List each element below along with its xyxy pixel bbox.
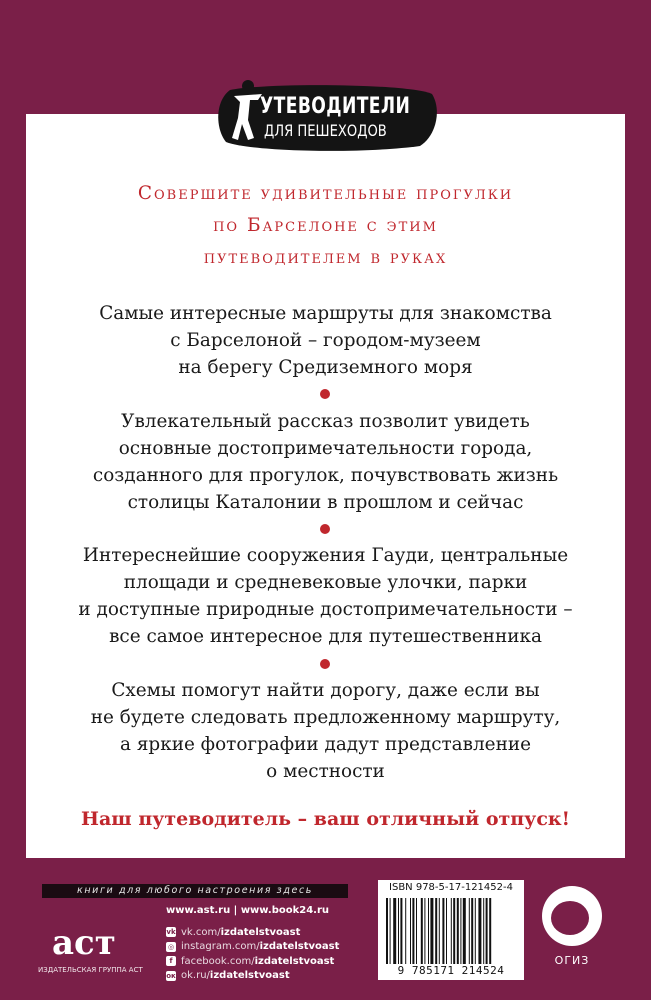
paragraph-line: о местности <box>266 761 385 782</box>
paragraph-line: Схемы помогут найти дорогу, даже если вы <box>111 680 540 701</box>
barcode-icon <box>384 898 518 964</box>
paragraph-gaudi <box>26 542 625 650</box>
ast-logo-icon <box>48 904 138 964</box>
social-link-instagram[interactable] <box>166 940 339 955</box>
barcode-box <box>378 880 524 980</box>
ogiz-label: ОГИЗ <box>554 954 590 967</box>
paragraph-maps <box>26 677 625 785</box>
isbn: ISBN 978-5-17-121452-4 <box>389 882 513 893</box>
odnoklassniki-icon: ок <box>166 971 176 980</box>
ast-logo <box>48 904 138 964</box>
social-prefix: facebook.com/ <box>181 955 255 967</box>
paragraph-story <box>26 408 625 516</box>
social-links <box>166 925 339 983</box>
paragraph-line: площади и средневековые улочки, парки <box>123 572 528 593</box>
paragraph-line: Интереснейшие сооружения Гауди, центральные <box>82 545 569 566</box>
headline-line: путеводителем в руках <box>203 247 448 268</box>
facebook-icon: f <box>166 956 176 966</box>
logo-subtitle: ДЛЯ ПЕШЕХОДОВ <box>264 121 387 140</box>
social-link-facebook[interactable] <box>166 954 339 969</box>
paragraph-line: столицы Каталонии в прошлом и сейчас <box>127 492 524 513</box>
website-links[interactable]: www.ast.ru | www.book24.ru <box>166 905 330 916</box>
social-prefix: ok.ru/ <box>181 970 210 982</box>
paragraph-line: с Барселоной – городом-музеем <box>170 330 481 351</box>
paragraph-line: и доступные природные достопримечательности – <box>78 599 573 620</box>
social-prefix: vk.com/ <box>181 926 221 938</box>
headline-line: по Барселоне с этим <box>213 215 438 236</box>
social-handle: izdatelstvoast <box>209 970 290 982</box>
paragraph-line: Самые интересные маршруты для знакомства <box>99 303 552 324</box>
paragraph-line: созданного для прогулок, почувствовать жизнь <box>92 465 559 486</box>
instagram-icon: ◎ <box>167 942 175 951</box>
paragraph-line: основные достопримечательности города, <box>118 438 533 459</box>
paragraph-line: Увлекательный рассказ позволит увидеть <box>121 411 530 432</box>
paragraph-line: а яркие фотографии дадут представление <box>120 734 531 755</box>
social-link-vk[interactable] <box>166 925 339 940</box>
ogiz-logo-icon <box>540 884 604 948</box>
ast-mark: аст <box>52 923 116 963</box>
paragraph-line: все самое интересное для путешественника <box>109 626 542 647</box>
bullet-dot <box>320 389 330 399</box>
publisher-name: ИЗДАТЕЛЬСКАЯ ГРУППА АСТ <box>38 966 143 974</box>
bullet-dot <box>320 659 330 669</box>
social-handle: izdatelstvoast <box>254 955 335 967</box>
logo-title: УТЕВОДИТЕЛИ <box>260 94 411 119</box>
series-logo <box>212 80 440 154</box>
bullet-dot <box>320 524 330 534</box>
social-handle: izdatelstvoast <box>220 926 301 938</box>
books-strip: книги для любого настроения здесь <box>42 884 348 898</box>
headline-line: Совершите удивительные прогулки <box>137 183 514 204</box>
social-link-odnoklassniki[interactable] <box>166 969 339 984</box>
paragraph-line: на берегу Средиземного моря <box>178 357 473 378</box>
paragraph-line: не будете следовать предложенному маршруту, <box>90 707 561 728</box>
barcode-digits: 9 785171 214524 <box>397 964 505 977</box>
vk-icon: vk <box>166 928 176 937</box>
headline <box>26 178 625 274</box>
social-prefix: instagram.com/ <box>181 941 260 953</box>
tagline: Наш путеводитель – ваш отличный отпуск! <box>81 808 570 830</box>
social-handle: izdatelstvoast <box>259 941 340 953</box>
paragraph-routes <box>26 300 625 381</box>
